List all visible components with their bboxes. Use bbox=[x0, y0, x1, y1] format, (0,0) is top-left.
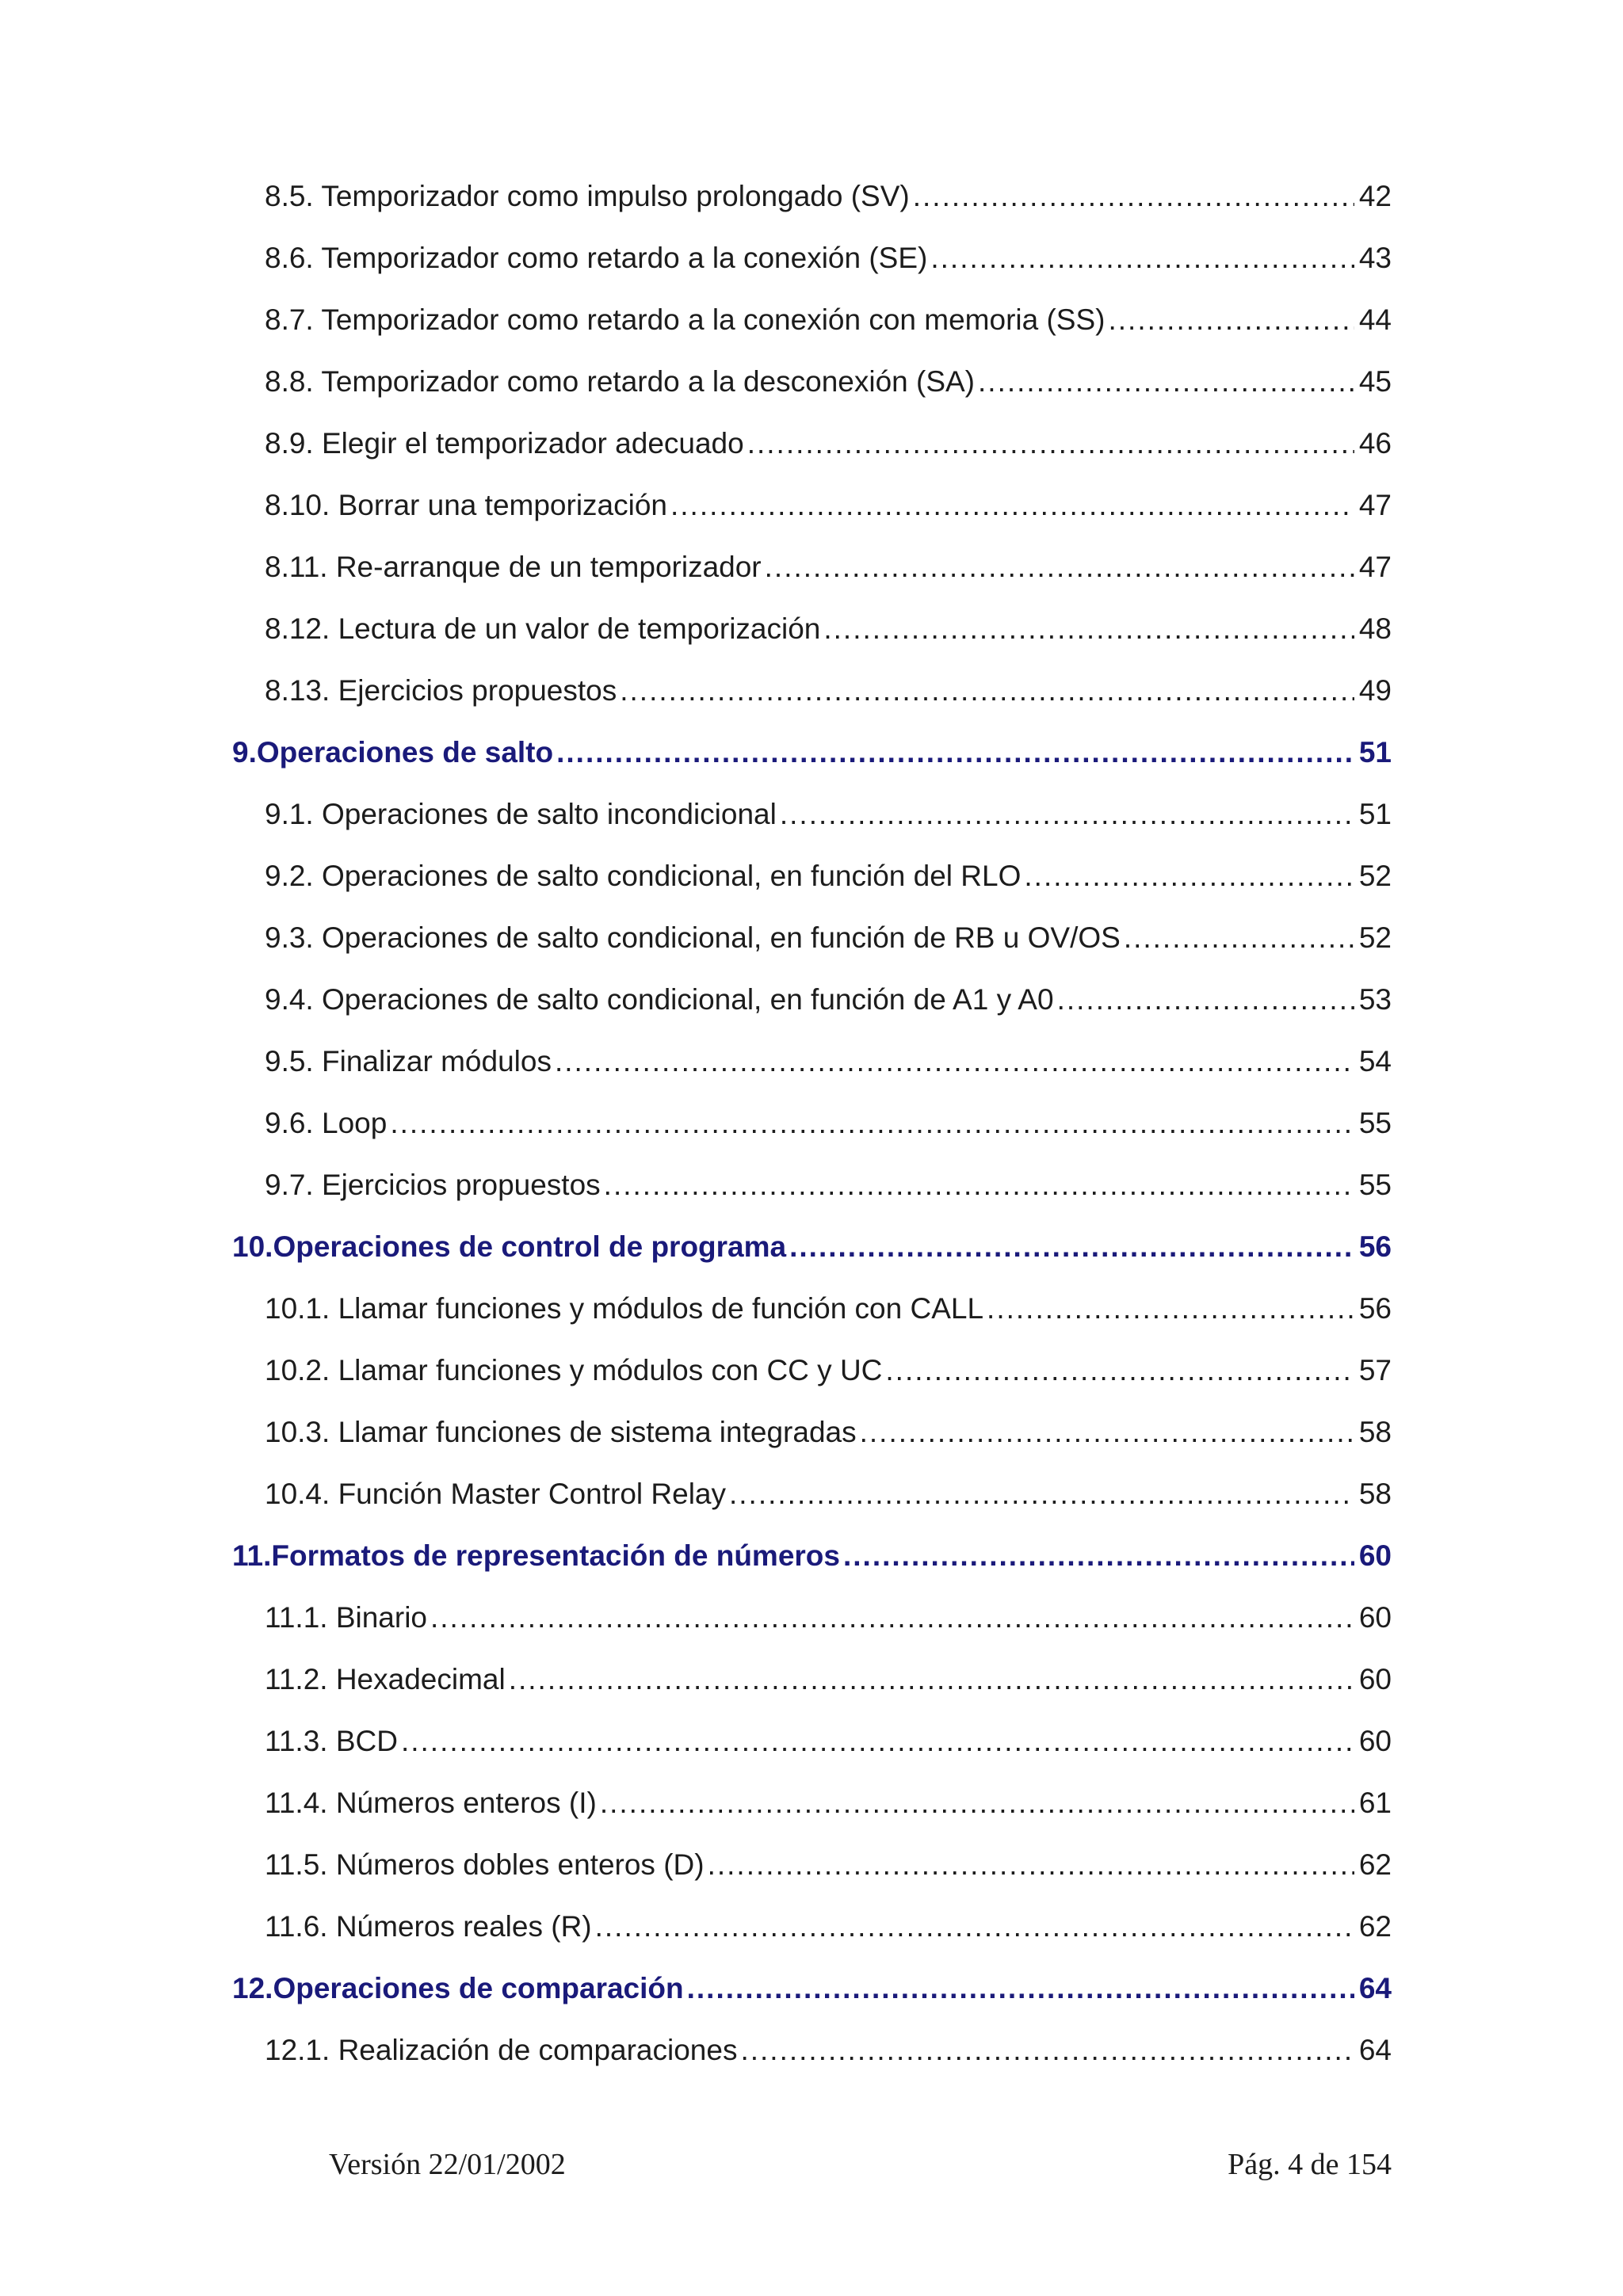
toc-section-entry[interactable] bbox=[265, 1045, 1392, 1093]
toc-dot-leader bbox=[430, 1601, 1354, 1634]
toc-entry-title: 8.12. Lectura de un valor de temporización bbox=[265, 612, 821, 645]
toc-section-entry[interactable] bbox=[265, 242, 1392, 289]
toc-dot-leader bbox=[687, 1972, 1354, 2005]
toc-section-entry[interactable] bbox=[265, 798, 1392, 845]
toc-page-number: 52 bbox=[1358, 860, 1392, 892]
toc-entry-title: 9.6. Loop bbox=[265, 1107, 388, 1139]
version-label: Versión 22/01/2002 bbox=[329, 2148, 566, 2181]
toc-dot-leader bbox=[595, 1910, 1354, 1943]
toc-chapter-entry[interactable] bbox=[232, 736, 1392, 784]
toc-page-number: 60 bbox=[1358, 1601, 1392, 1634]
toc-page-number: 46 bbox=[1358, 427, 1392, 460]
toc-section-entry[interactable] bbox=[265, 1910, 1392, 1958]
toc-section-entry[interactable] bbox=[265, 674, 1392, 722]
toc-section-entry[interactable] bbox=[265, 1725, 1392, 1772]
toc-entry-title: 9.7. Ejercicios propuestos bbox=[265, 1169, 601, 1201]
toc-section-entry[interactable] bbox=[265, 1107, 1392, 1154]
toc-chapter-number: 12. bbox=[232, 1972, 273, 2004]
toc-entry-title: Formatos de representación de números bbox=[271, 1539, 840, 1572]
toc-page-number: 58 bbox=[1358, 1416, 1392, 1448]
toc-entry-title: 11.4. Números enteros (I) bbox=[265, 1787, 597, 1819]
toc-entry-title: Operaciones de control de programa bbox=[273, 1230, 787, 1263]
toc-entry-title: 8.9. Elegir el temporizador adecuado bbox=[265, 427, 744, 460]
toc-page-number: 49 bbox=[1358, 674, 1392, 707]
toc-entry-title: 9.5. Finalizar módulos bbox=[265, 1045, 552, 1077]
toc-section-entry[interactable] bbox=[265, 612, 1392, 660]
toc-section-entry[interactable] bbox=[265, 1416, 1392, 1463]
toc-entry-title: 11.1. Binario bbox=[265, 1601, 427, 1634]
toc-page-number: 42 bbox=[1358, 180, 1392, 212]
toc-entry-title: 8.7. Temporizador como retardo a la conexión con memoria (SS) bbox=[265, 303, 1106, 336]
toc-section-entry[interactable] bbox=[265, 1478, 1392, 1525]
toc-dot-leader bbox=[860, 1416, 1354, 1449]
toc-dot-leader bbox=[885, 1354, 1354, 1387]
toc-section-entry[interactable] bbox=[265, 860, 1392, 907]
toc-dot-leader bbox=[740, 2034, 1354, 2067]
toc-dot-leader bbox=[600, 1787, 1354, 1820]
toc-entry-title: 8.11. Re-arranque de un temporizador bbox=[265, 551, 762, 583]
toc-entry-title: 10.4. Función Master Control Relay bbox=[265, 1478, 726, 1510]
toc-chapter-number: 9. bbox=[232, 736, 257, 769]
toc-page-number: 62 bbox=[1358, 1848, 1392, 1881]
toc-dot-leader bbox=[765, 551, 1354, 584]
toc-dot-leader bbox=[780, 798, 1354, 831]
toc-entry-title: 9.4. Operaciones de salto condicional, en función de A1 y A0 bbox=[265, 983, 1054, 1016]
toc-page-number: 60 bbox=[1358, 1539, 1392, 1572]
toc-entry-title: Operaciones de comparación bbox=[273, 1972, 684, 2004]
toc-entry-title: 11.3. BCD bbox=[265, 1725, 398, 1757]
toc-dot-leader bbox=[1024, 860, 1354, 893]
toc-dot-leader bbox=[555, 1045, 1354, 1078]
toc-page-number: 64 bbox=[1358, 2034, 1392, 2066]
toc-dot-leader bbox=[670, 489, 1354, 522]
toc-dot-leader bbox=[729, 1478, 1354, 1511]
toc-page-number: 51 bbox=[1358, 736, 1392, 769]
toc-page-number: 60 bbox=[1358, 1725, 1392, 1757]
toc-page-number: 58 bbox=[1358, 1478, 1392, 1510]
page-number: Pág. 4 de 154 bbox=[1228, 2148, 1392, 2181]
toc-page-number: 56 bbox=[1358, 1292, 1392, 1325]
toc-dot-leader bbox=[747, 427, 1354, 460]
toc-entry-title: 10.2. Llamar funciones y módulos con CC y UC bbox=[265, 1354, 883, 1386]
toc-entry-title: 9.1. Operaciones de salto incondicional bbox=[265, 798, 777, 830]
toc-dot-leader bbox=[789, 1230, 1354, 1264]
toc-section-entry[interactable] bbox=[265, 303, 1392, 351]
toc-entry-title: 8.13. Ejercicios propuestos bbox=[265, 674, 617, 707]
toc-dot-leader bbox=[913, 180, 1354, 213]
toc-dot-leader bbox=[401, 1725, 1354, 1758]
toc-section-entry[interactable] bbox=[265, 427, 1392, 475]
toc-section-entry[interactable] bbox=[265, 1787, 1392, 1834]
toc-section-entry[interactable] bbox=[265, 551, 1392, 598]
toc-section-entry[interactable] bbox=[265, 983, 1392, 1031]
toc-dot-leader bbox=[987, 1292, 1354, 1325]
toc-entry-title: 8.5. Temporizador como impulso prolongado (SV) bbox=[265, 180, 910, 212]
toc-section-entry[interactable] bbox=[265, 1292, 1392, 1340]
toc-entry-title: 8.10. Borrar una temporización bbox=[265, 489, 667, 521]
toc-section-entry[interactable] bbox=[265, 489, 1392, 536]
toc-dot-leader bbox=[1057, 983, 1354, 1016]
toc-entry-title: 8.8. Temporizador como retardo a la desconexión (SA) bbox=[265, 365, 976, 398]
toc-page-number: 47 bbox=[1358, 489, 1392, 521]
toc-section-entry[interactable] bbox=[265, 1663, 1392, 1711]
toc-page-number: 60 bbox=[1358, 1663, 1392, 1695]
toc-dot-leader bbox=[843, 1539, 1354, 1573]
toc-dot-leader bbox=[1108, 303, 1354, 337]
toc-page-number: 64 bbox=[1358, 1972, 1392, 2004]
toc-dot-leader bbox=[978, 365, 1354, 399]
toc-page-number: 47 bbox=[1358, 551, 1392, 583]
toc-section-entry[interactable] bbox=[265, 1354, 1392, 1402]
toc-entry-title: 11.2. Hexadecimal bbox=[265, 1663, 506, 1695]
toc-chapter-entry[interactable] bbox=[232, 1539, 1392, 1587]
toc-entry-title: 10.1. Llamar funciones y módulos de función con CALL bbox=[265, 1292, 984, 1325]
toc-dot-leader bbox=[823, 612, 1354, 646]
toc-dot-leader bbox=[930, 242, 1354, 275]
page-footer bbox=[329, 2147, 1392, 2187]
toc-page-number: 44 bbox=[1358, 303, 1392, 336]
toc-section-entry[interactable] bbox=[265, 1169, 1392, 1216]
toc-dot-leader bbox=[509, 1663, 1354, 1696]
toc-dot-leader bbox=[708, 1848, 1354, 1882]
toc-page-number: 55 bbox=[1358, 1169, 1392, 1201]
toc-page-number: 54 bbox=[1358, 1045, 1392, 1077]
toc-page-number: 53 bbox=[1358, 983, 1392, 1016]
toc-section-entry[interactable] bbox=[265, 180, 1392, 227]
toc-entry-title: 10.3. Llamar funciones de sistema integradas bbox=[265, 1416, 857, 1448]
toc-entry-title: 11.5. Números dobles enteros (D) bbox=[265, 1848, 705, 1881]
toc-chapter-number: 10. bbox=[232, 1230, 273, 1263]
toc-page-number: 56 bbox=[1358, 1230, 1392, 1263]
toc-page-number: 62 bbox=[1358, 1910, 1392, 1943]
toc-section-entry[interactable] bbox=[265, 1601, 1392, 1649]
toc-dot-leader bbox=[604, 1169, 1354, 1202]
toc-page-number: 52 bbox=[1358, 921, 1392, 954]
toc-dot-leader bbox=[390, 1107, 1354, 1140]
toc-entry-title: 11.6. Números reales (R) bbox=[265, 1910, 592, 1943]
toc-dot-leader bbox=[1124, 921, 1354, 955]
toc-page-number: 61 bbox=[1358, 1787, 1392, 1819]
toc-entry-title: 9.3. Operaciones de salto condicional, en función de RB u OV/OS bbox=[265, 921, 1121, 954]
toc-page-number: 45 bbox=[1358, 365, 1392, 398]
toc-page-number: 55 bbox=[1358, 1107, 1392, 1139]
toc-chapter-number: 11. bbox=[232, 1539, 272, 1572]
toc-entry-title: 12.1. Realización de comparaciones bbox=[265, 2034, 738, 2066]
toc-dot-leader bbox=[556, 736, 1354, 769]
toc-section-entry[interactable] bbox=[265, 2034, 1392, 2081]
toc-page-number: 43 bbox=[1358, 242, 1392, 274]
toc-page-number: 57 bbox=[1358, 1354, 1392, 1386]
toc-entry-title: Operaciones de salto bbox=[256, 736, 554, 769]
toc-page-number: 48 bbox=[1358, 612, 1392, 645]
toc-entry-title: 8.6. Temporizador como retardo a la conexión (SE) bbox=[265, 242, 928, 274]
toc-dot-leader bbox=[620, 674, 1354, 707]
toc-chapter-entry[interactable] bbox=[232, 1230, 1392, 1278]
toc-chapter-entry[interactable] bbox=[232, 1972, 1392, 2019]
toc-page-number: 51 bbox=[1358, 798, 1392, 830]
toc-entry-title: 9.2. Operaciones de salto condicional, en función del RLO bbox=[265, 860, 1022, 892]
toc-section-entry[interactable] bbox=[265, 1848, 1392, 1896]
toc-section-entry[interactable] bbox=[265, 365, 1392, 413]
toc-section-entry[interactable] bbox=[265, 921, 1392, 969]
